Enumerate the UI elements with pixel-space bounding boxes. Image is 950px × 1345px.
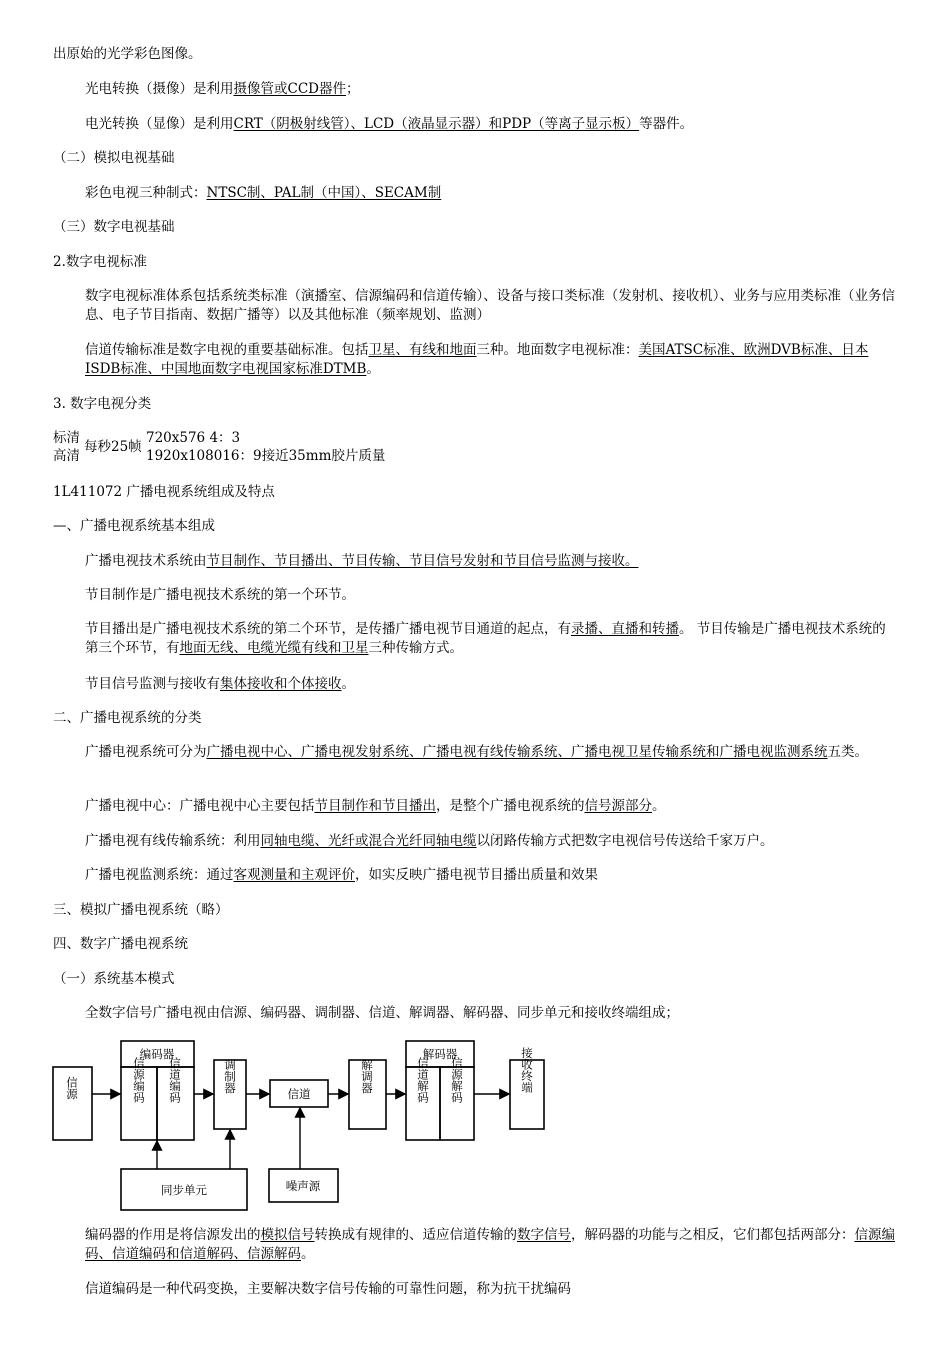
encoder-label: 编码器 [139,1047,175,1061]
text-line: 节目制作是广播电视技术系统的第一个环节。 [85,587,355,603]
text-line: 出原始的光学彩色图像。 [53,46,202,62]
text-line: 广播电视监测系统：通过客观测量和主观评价，如实反映广播电视节目播出质量和效果 [85,867,598,883]
paragraph: 节目播出是广播电视技术系统的第二个环节，是传播广播电视节目通道的起点，有录播、直播和转播。 节目传输是广播电视技术系统的第三个环节，有地面无线、电缆光缆有线和卫星三种传输方式。 [85,621,886,656]
text-line: 全数字信号广播电视由信源、编码器、调制器、信道、解调器、解码器、同步单元和接收终端组成； [85,1005,679,1021]
diagram-arrows [92,1094,509,1169]
channel-coding-label: 信道编码 [168,1057,182,1103]
spec-hd: 1920x108016：9接近35mm胶片质量 [146,448,386,464]
text-line: 电光转换（显像）是利用CRT（阴极射线管）、LCD（液晶显示器）和PDP（等离子显示板）等器件。 [85,116,694,132]
noise-label: 噪声源 [285,1179,321,1193]
text-line: 光电转换（摄像）是利用摄像管或CCD器件； [85,81,360,97]
paragraph: 编码器的作用是将信源发出的模拟信号转换成有规律的、适应信道传输的数字信号，解码器的功能与之相反，它们都包括两部分：信源编码、信道编码和信道解码、信源解码。 [85,1227,895,1262]
text-line: 彩色电视三种制式：NTSC制、PAL制（中国）、SECAM制 [85,185,442,201]
spec-sd: 720x576 4：3 [146,430,241,446]
source-decoding-label: 信源解码 [450,1057,464,1103]
section-heading: （一）系统基本模式 [53,971,175,987]
section-heading: —、广播电视系统基本组成 [53,518,215,534]
paragraph: 广播电视系统可分为广播电视中心、广播电视发射系统、广播电视有线传输系统、广播电视卫星传输系统和广播电视监测系统五类。 [85,744,868,760]
section-heading: 三、模拟广播电视系统（略） [53,902,229,918]
demodulator-label: 解调器 [360,1058,374,1094]
label-sd: 标清 [53,430,80,446]
source-coding-label: 信源编码 [132,1057,146,1103]
sync-label: 同步单元 [161,1183,207,1197]
modulator-label: 调制器 [223,1058,237,1094]
label-hd: 高清 [53,448,80,464]
decoder-label: 解码器 [422,1047,458,1061]
section-heading: 1L411072 广播电视系统组成及特点 [53,484,275,500]
system-block-diagram [0,1036,950,1216]
source-label: 信源 [65,1076,79,1100]
paragraph: 信道传输标准是数字电视的重要基础标准。包括卫星、有线和地面三种。地面数字电视标准：美国ATSC标准、欧洲DVB标准、日本ISDB标准、中国地面数字电视国家标准DTMB。 [85,342,869,377]
channel-label: 信道 [287,1087,311,1101]
section-heading: （二）模拟电视基础 [53,150,175,166]
channel-decoding-label: 信道解码 [416,1057,430,1103]
text-line: 广播电视技术系统由节目制作、节目播出、节目传输、节目信号发射和节目信号监测与接收。 [85,553,639,569]
label-fps: 每秒25帧 [84,439,142,455]
section-heading: 2.数字电视标准 [53,254,147,270]
text-line: 节目信号监测与接收有集体接收和个体接收。 [85,676,355,692]
section-heading: （三）数字电视基础 [53,219,175,235]
section-heading: 四、数字广播电视系统 [53,936,188,952]
section-heading: 二、广播电视系统的分类 [53,710,202,726]
section-heading: 3. 数字电视分类 [53,396,152,412]
text-line: 广播电视中心：广播电视中心主要包括节目制作和节目播出，是整个广播电视系统的信号源部分。 [85,798,666,814]
paragraph: 数字电视标准体系包括系统类标准（演播室、信源编码和信道传输）、设备与接口类标准（发射机、接收机）、业务与应用类标准（业务信息、电子节目指南、数据广播等）以及其他标准（频率规划、监测） [85,288,895,323]
text-line: 广播电视有线传输系统：利用同轴电缆、光纤或混合光纤同轴电缆以闭路传输方式把数字电视信号传送给千家万户。 [85,833,774,849]
terminal-label: 接收终端 [520,1047,534,1093]
text-line: 信道编码是一种代码变换，主要解决数字信号传输的可靠性问题，称为抗干扰编码 [85,1281,571,1297]
